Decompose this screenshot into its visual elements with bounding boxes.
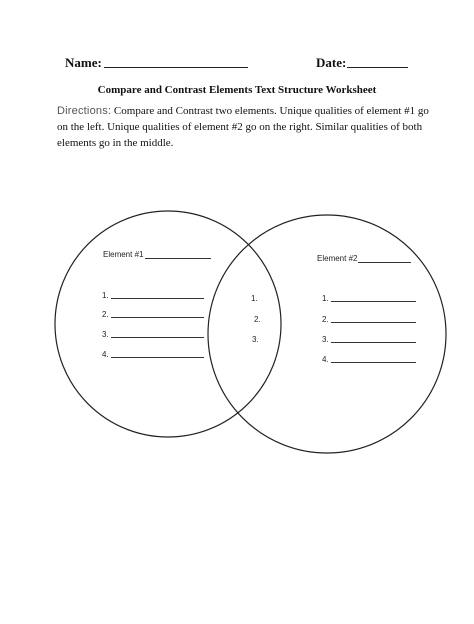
element-1-label: Element #1 [103,250,144,259]
left-circle [55,211,281,437]
right-item-number: 2. [322,315,329,324]
right-item-line[interactable] [331,362,416,363]
element-2-name-field[interactable] [358,262,411,263]
left-item-number: 2. [102,310,109,319]
right-item-line[interactable] [331,322,416,323]
element-1-name-field[interactable] [145,258,211,259]
left-item-number: 3. [102,330,109,339]
directions-text: Compare and Contrast two elements. Unique qualities of element #1 go on the left. Unique qualities of element #2 go on the right. Similar qualities of both elements go in the middle. [57,105,429,149]
date-label: Date: [316,55,347,70]
element-2-label: Element #2 [317,254,358,263]
right-item-line[interactable] [331,342,416,343]
middle-item-number: 1. [251,294,258,303]
directions-label: Directions: [57,105,112,117]
left-item-number: 1. [102,291,109,300]
middle-item-number: 2. [254,315,261,324]
worksheet-title: Compare and Contrast Elements Text Structure Worksheet [97,84,377,96]
left-item-line[interactable] [111,357,204,358]
name-label: Name: [65,55,102,70]
left-item-line[interactable] [111,298,204,299]
middle-item-number: 3. [252,335,259,344]
right-item-line[interactable] [331,301,416,302]
left-item-line[interactable] [111,337,204,338]
right-item-number: 4. [322,355,329,364]
left-item-number: 4. [102,350,109,359]
right-item-number: 1. [322,294,329,303]
right-circle [208,215,446,453]
left-item-line[interactable] [111,317,204,318]
right-item-number: 3. [322,335,329,344]
